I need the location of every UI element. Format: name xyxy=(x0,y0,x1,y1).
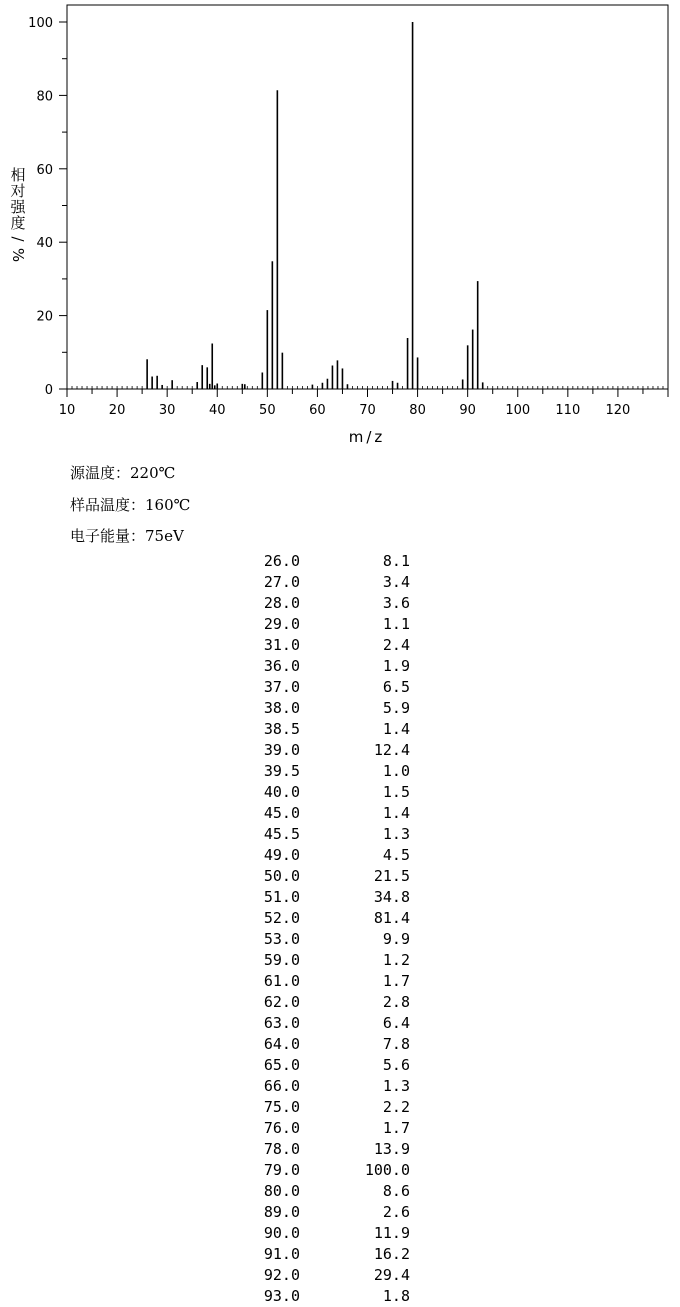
table-row xyxy=(240,908,410,929)
mz-value: 51.0 xyxy=(263,888,300,906)
intensity-value: 81.4 xyxy=(373,909,410,927)
x-tick-label: 40 xyxy=(208,403,226,418)
intensity-value: 34.8 xyxy=(373,888,410,906)
mz-value: 28.0 xyxy=(263,594,300,612)
table-row xyxy=(240,782,410,803)
mz-value: 92.0 xyxy=(263,1266,300,1284)
mz-value: 49.0 xyxy=(263,846,300,864)
mz-value: 76.0 xyxy=(263,1119,300,1137)
peak-bars xyxy=(147,22,483,389)
mz-value: 63.0 xyxy=(263,1014,300,1032)
intensity-value: 6.4 xyxy=(382,1014,410,1032)
mz-value: 90.0 xyxy=(263,1224,300,1242)
intensity-value: 8.1 xyxy=(382,552,410,570)
mz-value: 27.0 xyxy=(263,573,300,591)
intensity-value: 2.6 xyxy=(382,1203,410,1221)
y-title-char: 对 xyxy=(10,182,26,200)
y-tick-label: 60 xyxy=(36,162,53,178)
intensity-value: 29.4 xyxy=(373,1266,410,1284)
table-row xyxy=(240,614,410,635)
table-row xyxy=(240,1244,410,1265)
mz-value: 26.0 xyxy=(263,552,300,570)
mz-value: 45.0 xyxy=(263,804,300,822)
intensity-value: 1.7 xyxy=(382,1119,410,1137)
mz-value: 31.0 xyxy=(263,636,300,654)
mz-value: 59.0 xyxy=(263,951,300,969)
table-row xyxy=(240,656,410,677)
sample-temperature: 样品温度：160℃ xyxy=(70,496,191,514)
table-row xyxy=(240,1055,410,1076)
intensity-value: 1.1 xyxy=(382,615,410,633)
intensity-value: 16.2 xyxy=(373,1245,410,1263)
x-tick-label: 110 xyxy=(555,403,581,418)
intensity-value: 12.4 xyxy=(373,741,410,759)
intensity-value: 21.5 xyxy=(373,867,410,885)
table-row xyxy=(240,929,410,950)
table-row xyxy=(240,824,410,845)
x-tick-label: 20 xyxy=(108,403,126,418)
y-tick-label: 100 xyxy=(28,16,53,31)
intensity-value: 1.4 xyxy=(382,720,410,738)
mz-value: 78.0 xyxy=(263,1140,300,1158)
mz-value: 50.0 xyxy=(263,867,300,885)
mz-value: 45.5 xyxy=(263,825,300,843)
y-title-char: 度 xyxy=(10,214,26,232)
mz-value: 91.0 xyxy=(263,1245,300,1263)
table-row xyxy=(240,1265,410,1286)
table-row xyxy=(240,1097,410,1118)
table-row xyxy=(240,1181,410,1202)
y-tick-label: 80 xyxy=(36,89,53,105)
x-axis-title: m/z xyxy=(348,428,386,446)
intensity-value: 2.8 xyxy=(382,993,410,1011)
y-tick-label: 20 xyxy=(36,309,53,325)
table-row xyxy=(240,950,410,971)
table-row xyxy=(240,803,410,824)
mz-value: 93.0 xyxy=(263,1287,300,1305)
table-row xyxy=(240,719,410,740)
x-tick-label: 60 xyxy=(309,403,326,418)
plot-frame xyxy=(67,5,668,389)
y-title-char: / xyxy=(9,236,27,242)
mz-value: 66.0 xyxy=(263,1077,300,1095)
table-row xyxy=(240,1202,410,1223)
y-title-char: 相 xyxy=(10,166,26,184)
intensity-value: 1.8 xyxy=(382,1287,410,1305)
mz-value: 79.0 xyxy=(263,1161,300,1179)
x-tick-label: 80 xyxy=(409,403,426,418)
x-tick-label: 120 xyxy=(605,403,631,418)
table-row xyxy=(240,740,410,761)
mz-value: 65.0 xyxy=(263,1056,300,1074)
intensity-value: 1.2 xyxy=(382,951,410,969)
mz-value: 39.0 xyxy=(263,741,300,759)
x-axis xyxy=(59,389,668,418)
y-axis-title xyxy=(9,166,27,262)
table-row xyxy=(240,698,410,719)
intensity-value: 1.9 xyxy=(382,657,410,675)
peak-table xyxy=(240,551,410,1307)
table-row xyxy=(240,845,410,866)
mz-value: 53.0 xyxy=(263,930,300,948)
mz-value: 89.0 xyxy=(263,1203,300,1221)
source-temperature: 源温度：220℃ xyxy=(70,464,176,482)
intensity-value: 7.8 xyxy=(382,1035,410,1053)
intensity-value: 2.4 xyxy=(382,636,410,654)
mz-value: 64.0 xyxy=(263,1035,300,1053)
y-tick-label: 0 xyxy=(44,383,53,398)
mz-value: 61.0 xyxy=(263,972,300,990)
mz-value: 36.0 xyxy=(263,657,300,675)
table-row xyxy=(240,866,410,887)
intensity-value: 5.9 xyxy=(382,699,410,717)
y-title-char: % xyxy=(9,247,27,263)
intensity-value: 1.3 xyxy=(382,1077,410,1095)
table-row xyxy=(240,1013,410,1034)
intensity-value: 13.9 xyxy=(373,1140,410,1158)
mass-spectrum-chart xyxy=(0,0,680,452)
table-row xyxy=(240,593,410,614)
mz-value: 37.0 xyxy=(263,678,300,696)
electron-energy: 电子能量：75eV xyxy=(70,527,184,545)
intensity-value: 3.6 xyxy=(382,594,410,612)
mz-value: 39.5 xyxy=(263,762,300,780)
y-title-char: 强 xyxy=(10,198,26,216)
x-tick-label: 100 xyxy=(505,403,531,418)
intensity-value: 1.4 xyxy=(382,804,410,822)
table-row xyxy=(240,551,410,572)
intensity-value: 11.9 xyxy=(373,1224,410,1242)
mz-value: 52.0 xyxy=(263,909,300,927)
table-row xyxy=(240,1118,410,1139)
intensity-value: 1.5 xyxy=(382,783,410,801)
intensity-value: 2.2 xyxy=(382,1098,410,1116)
table-row xyxy=(240,1160,410,1181)
intensity-value: 6.5 xyxy=(382,678,410,696)
table-row xyxy=(240,761,410,782)
x-tick-label: 70 xyxy=(359,403,376,418)
intensity-value: 5.6 xyxy=(382,1056,410,1074)
intensity-value: 4.5 xyxy=(382,846,410,864)
table-row xyxy=(240,635,410,656)
mz-value: 80.0 xyxy=(263,1182,300,1200)
table-row xyxy=(240,1034,410,1055)
mz-value: 75.0 xyxy=(263,1098,300,1116)
x-tick-label: 10 xyxy=(58,403,76,418)
intensity-value: 1.3 xyxy=(382,825,410,843)
y-tick-label: 40 xyxy=(36,236,53,252)
table-row xyxy=(240,1076,410,1097)
table-row xyxy=(240,1223,410,1244)
mz-value: 40.0 xyxy=(263,783,300,801)
table-row xyxy=(240,1139,410,1160)
table-row xyxy=(240,992,410,1013)
x-tick-label: 90 xyxy=(459,403,476,418)
table-row xyxy=(240,971,410,992)
intensity-value: 9.9 xyxy=(382,930,410,948)
table-row xyxy=(240,677,410,698)
mz-value: 29.0 xyxy=(263,615,300,633)
x-tick-label: 30 xyxy=(158,403,176,418)
intensity-value: 100.0 xyxy=(364,1161,410,1179)
intensity-value: 8.6 xyxy=(382,1182,410,1200)
mz-value: 62.0 xyxy=(263,993,300,1011)
intensity-value: 1.7 xyxy=(382,972,410,990)
x-tick-label: 50 xyxy=(259,403,276,418)
intensity-value: 3.4 xyxy=(382,573,410,591)
mz-value: 38.0 xyxy=(263,699,300,717)
y-axis xyxy=(28,16,67,398)
intensity-value: 1.0 xyxy=(382,762,410,780)
table-row xyxy=(240,887,410,908)
mz-value: 38.5 xyxy=(263,720,300,738)
table-row xyxy=(240,572,410,593)
